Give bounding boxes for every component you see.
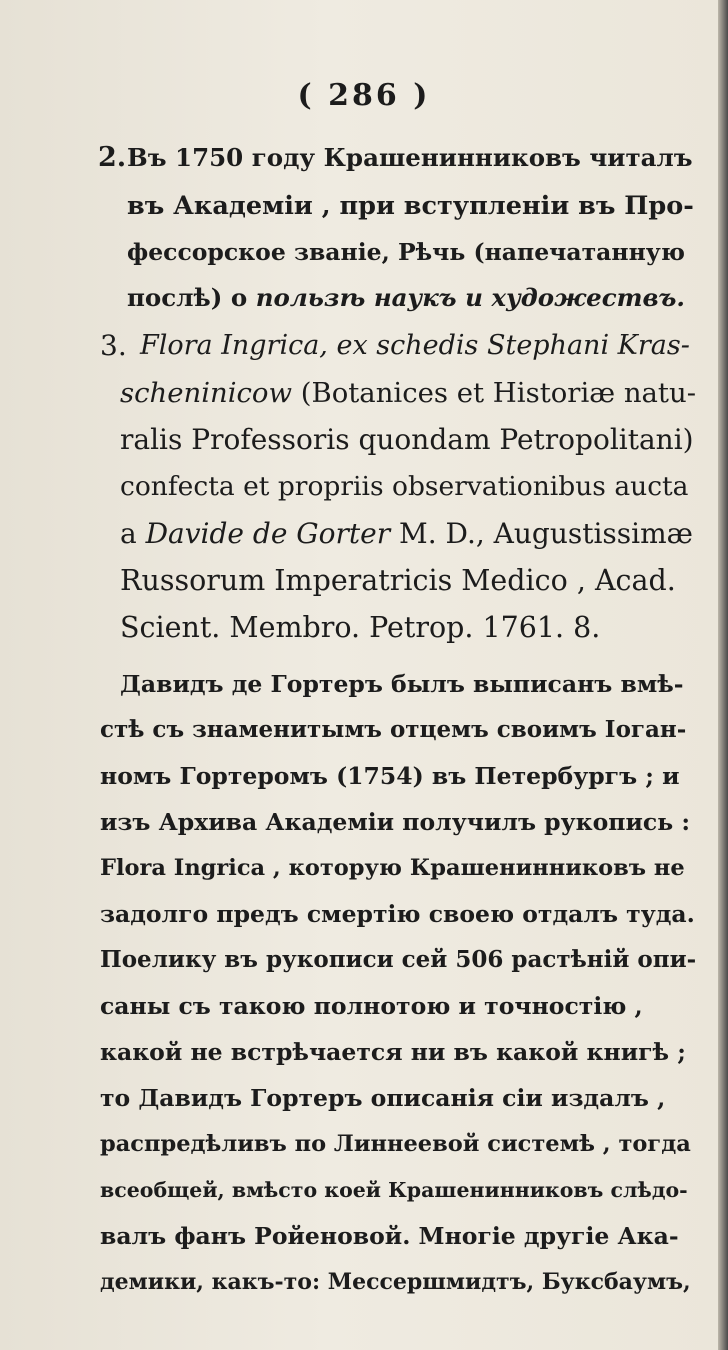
- item-3-editor-name: Davide de Gorter: [145, 517, 391, 550]
- paragraph-line-2: стѣ съ знаменитымъ отцемъ своимъ Іоган-: [100, 716, 687, 743]
- item-3-line-4: confecta et propriis observationibus aucta: [120, 471, 689, 502]
- item-2-line-2: въ Академіи , при вступленіи въ Про-: [127, 191, 694, 221]
- item-3-author-name: scheninicow: [120, 377, 293, 409]
- item-2-line-3: фессорское званіе, Рѣчь (напечатанную: [127, 238, 685, 266]
- item-2-line-1: Въ 1750 году Крашенинниковъ читалъ: [127, 143, 693, 172]
- item-3-line-2: [120, 369, 696, 417]
- paragraph-line-3: номъ Гортеромъ (1754) въ Петербургъ ; и: [100, 762, 680, 790]
- paragraph-line-1: Давидъ де Гортеръ былъ выписанъ вмѣ-: [120, 670, 684, 698]
- paragraph-line-8: саны съ такою полнотою и точностію ,: [100, 992, 643, 1020]
- item-3-line-7: Scient. Membro. Petrop. 1761. 8.: [120, 611, 601, 644]
- item-2-italic-title: пользѣ наукъ и художествъ.: [255, 283, 685, 312]
- paragraph-line-11: распредѣливъ по Линнеевой системѣ , тогда: [100, 1131, 691, 1157]
- paragraph-line-5: Flora Ingrica , которую Крашенинниковъ не: [100, 855, 685, 881]
- paragraph-line-9: какой не встрѣчается ни въ какой книгѣ ;: [100, 1038, 686, 1066]
- item-3-line-2-text: (Botanices et Historiæ natu-: [292, 377, 696, 409]
- item-2-line-4-text: послѣ) о: [127, 283, 256, 312]
- item-3-line-1: Flora Ingrica, ex schedis Stephani Kras-: [140, 330, 690, 361]
- paragraph-line-10: то Давидъ Гортеръ описанія сіи издалъ ,: [100, 1084, 666, 1112]
- item-2-line-4: [127, 274, 695, 322]
- book-spine-shadow: [718, 0, 728, 1350]
- paragraph-line-4: изъ Архива Академіи получилъ рукопись :: [100, 808, 691, 836]
- paragraph-line-6: задолго предъ смертію своею отдалъ туда.: [100, 900, 695, 928]
- page-number: ( 286 ): [297, 78, 431, 113]
- paragraph-line-14: демики, какъ-то: Мессершмидтъ, Буксбаумъ,: [100, 1269, 691, 1295]
- paragraph-line-13: валъ фанъ Ройеновой. Многіе другіе Ака-: [100, 1222, 679, 1250]
- item-2-number: 2.: [98, 142, 127, 173]
- item-3-line-6: Russorum Imperatricis Medico , Acad.: [120, 564, 676, 597]
- paragraph-line-12: всеобщей, вмѣсто коей Крашенинниковъ слѣдо-: [100, 1178, 688, 1202]
- paragraph-line-7: Поелику въ рукописи сей 506 растѣній опи-: [100, 946, 697, 973]
- item-3-line-5-prefix: a: [120, 517, 146, 550]
- item-3-line-5: [120, 510, 696, 558]
- item-3-line-5-suffix: M. D., Augustissimæ: [390, 517, 693, 550]
- item-3-line-3: ralis Professoris quondam Petropolitani): [120, 423, 694, 456]
- item-3-number: 3.: [100, 329, 127, 362]
